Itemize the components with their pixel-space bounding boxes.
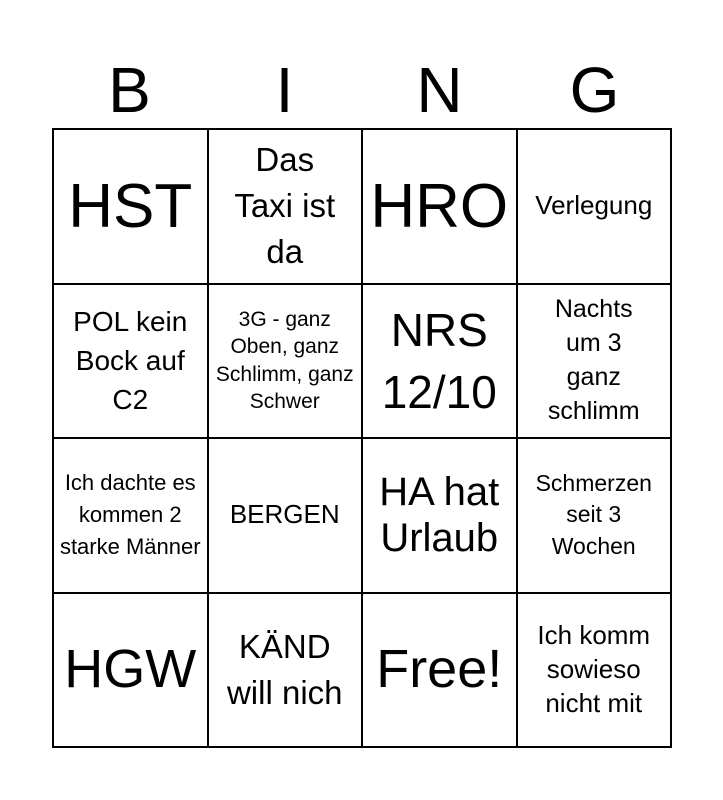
cell-text: HA hat Urlaub [379, 470, 500, 561]
bingo-cell-r1c1[interactable] [54, 130, 209, 285]
bingo-header [52, 52, 672, 128]
cell-text: 3G - ganz Oben, ganz Schlimm, ganz Schwer [215, 308, 354, 414]
bingo-cell-r3c3[interactable] [363, 439, 518, 594]
bingo-cell-r1c4[interactable] [518, 130, 673, 285]
cell-text: HST [68, 171, 193, 241]
free-space[interactable] [363, 594, 518, 749]
bingo-cell-r2c3[interactable] [363, 285, 518, 440]
bingo-board [52, 128, 672, 748]
cell-text: HGW [64, 639, 197, 700]
bingo-cell-r3c1[interactable] [54, 439, 209, 594]
bingo-cell-r2c2[interactable] [209, 285, 364, 440]
cell-text: BERGEN [229, 499, 340, 530]
header-letter-i: I [275, 54, 294, 126]
cell-text: HRO [370, 171, 509, 241]
bingo-cell-r4c4[interactable] [518, 594, 673, 749]
cell-text: Ich komm sowieso nicht mit [537, 620, 651, 718]
bingo-cell-r4c1[interactable] [54, 594, 209, 749]
bingo-cell-r2c4[interactable] [518, 285, 673, 440]
bingo-cell-r1c3[interactable] [363, 130, 518, 285]
bingo-cell-r4c2[interactable] [209, 594, 364, 749]
header-letter-b: B [108, 54, 151, 126]
cell-text: Free! [376, 639, 503, 700]
cell-text: Schmerzen seit 3 Wochen [535, 469, 652, 560]
header-letter-g: G [569, 54, 620, 126]
cell-text: Das Taxi ist da [234, 140, 336, 271]
cell-text: Ich dachte es kommen 2 starke Männer [59, 470, 201, 560]
cell-text: KÄND will nich [226, 627, 343, 711]
bingo-cell-r3c2[interactable] [209, 439, 364, 594]
cell-text: NRS 12/10 [381, 303, 497, 418]
cell-text: Verlegung [535, 190, 653, 221]
bingo-cell-r1c2[interactable] [209, 130, 364, 285]
cell-text: POL kein Bock auf C2 [73, 305, 188, 416]
bingo-cell-r3c4[interactable] [518, 439, 673, 594]
bingo-cell-r2c1[interactable] [54, 285, 209, 440]
header-letter-n: N [416, 54, 463, 126]
cell-text: Nachts um 3 ganz schlimm [547, 295, 640, 425]
